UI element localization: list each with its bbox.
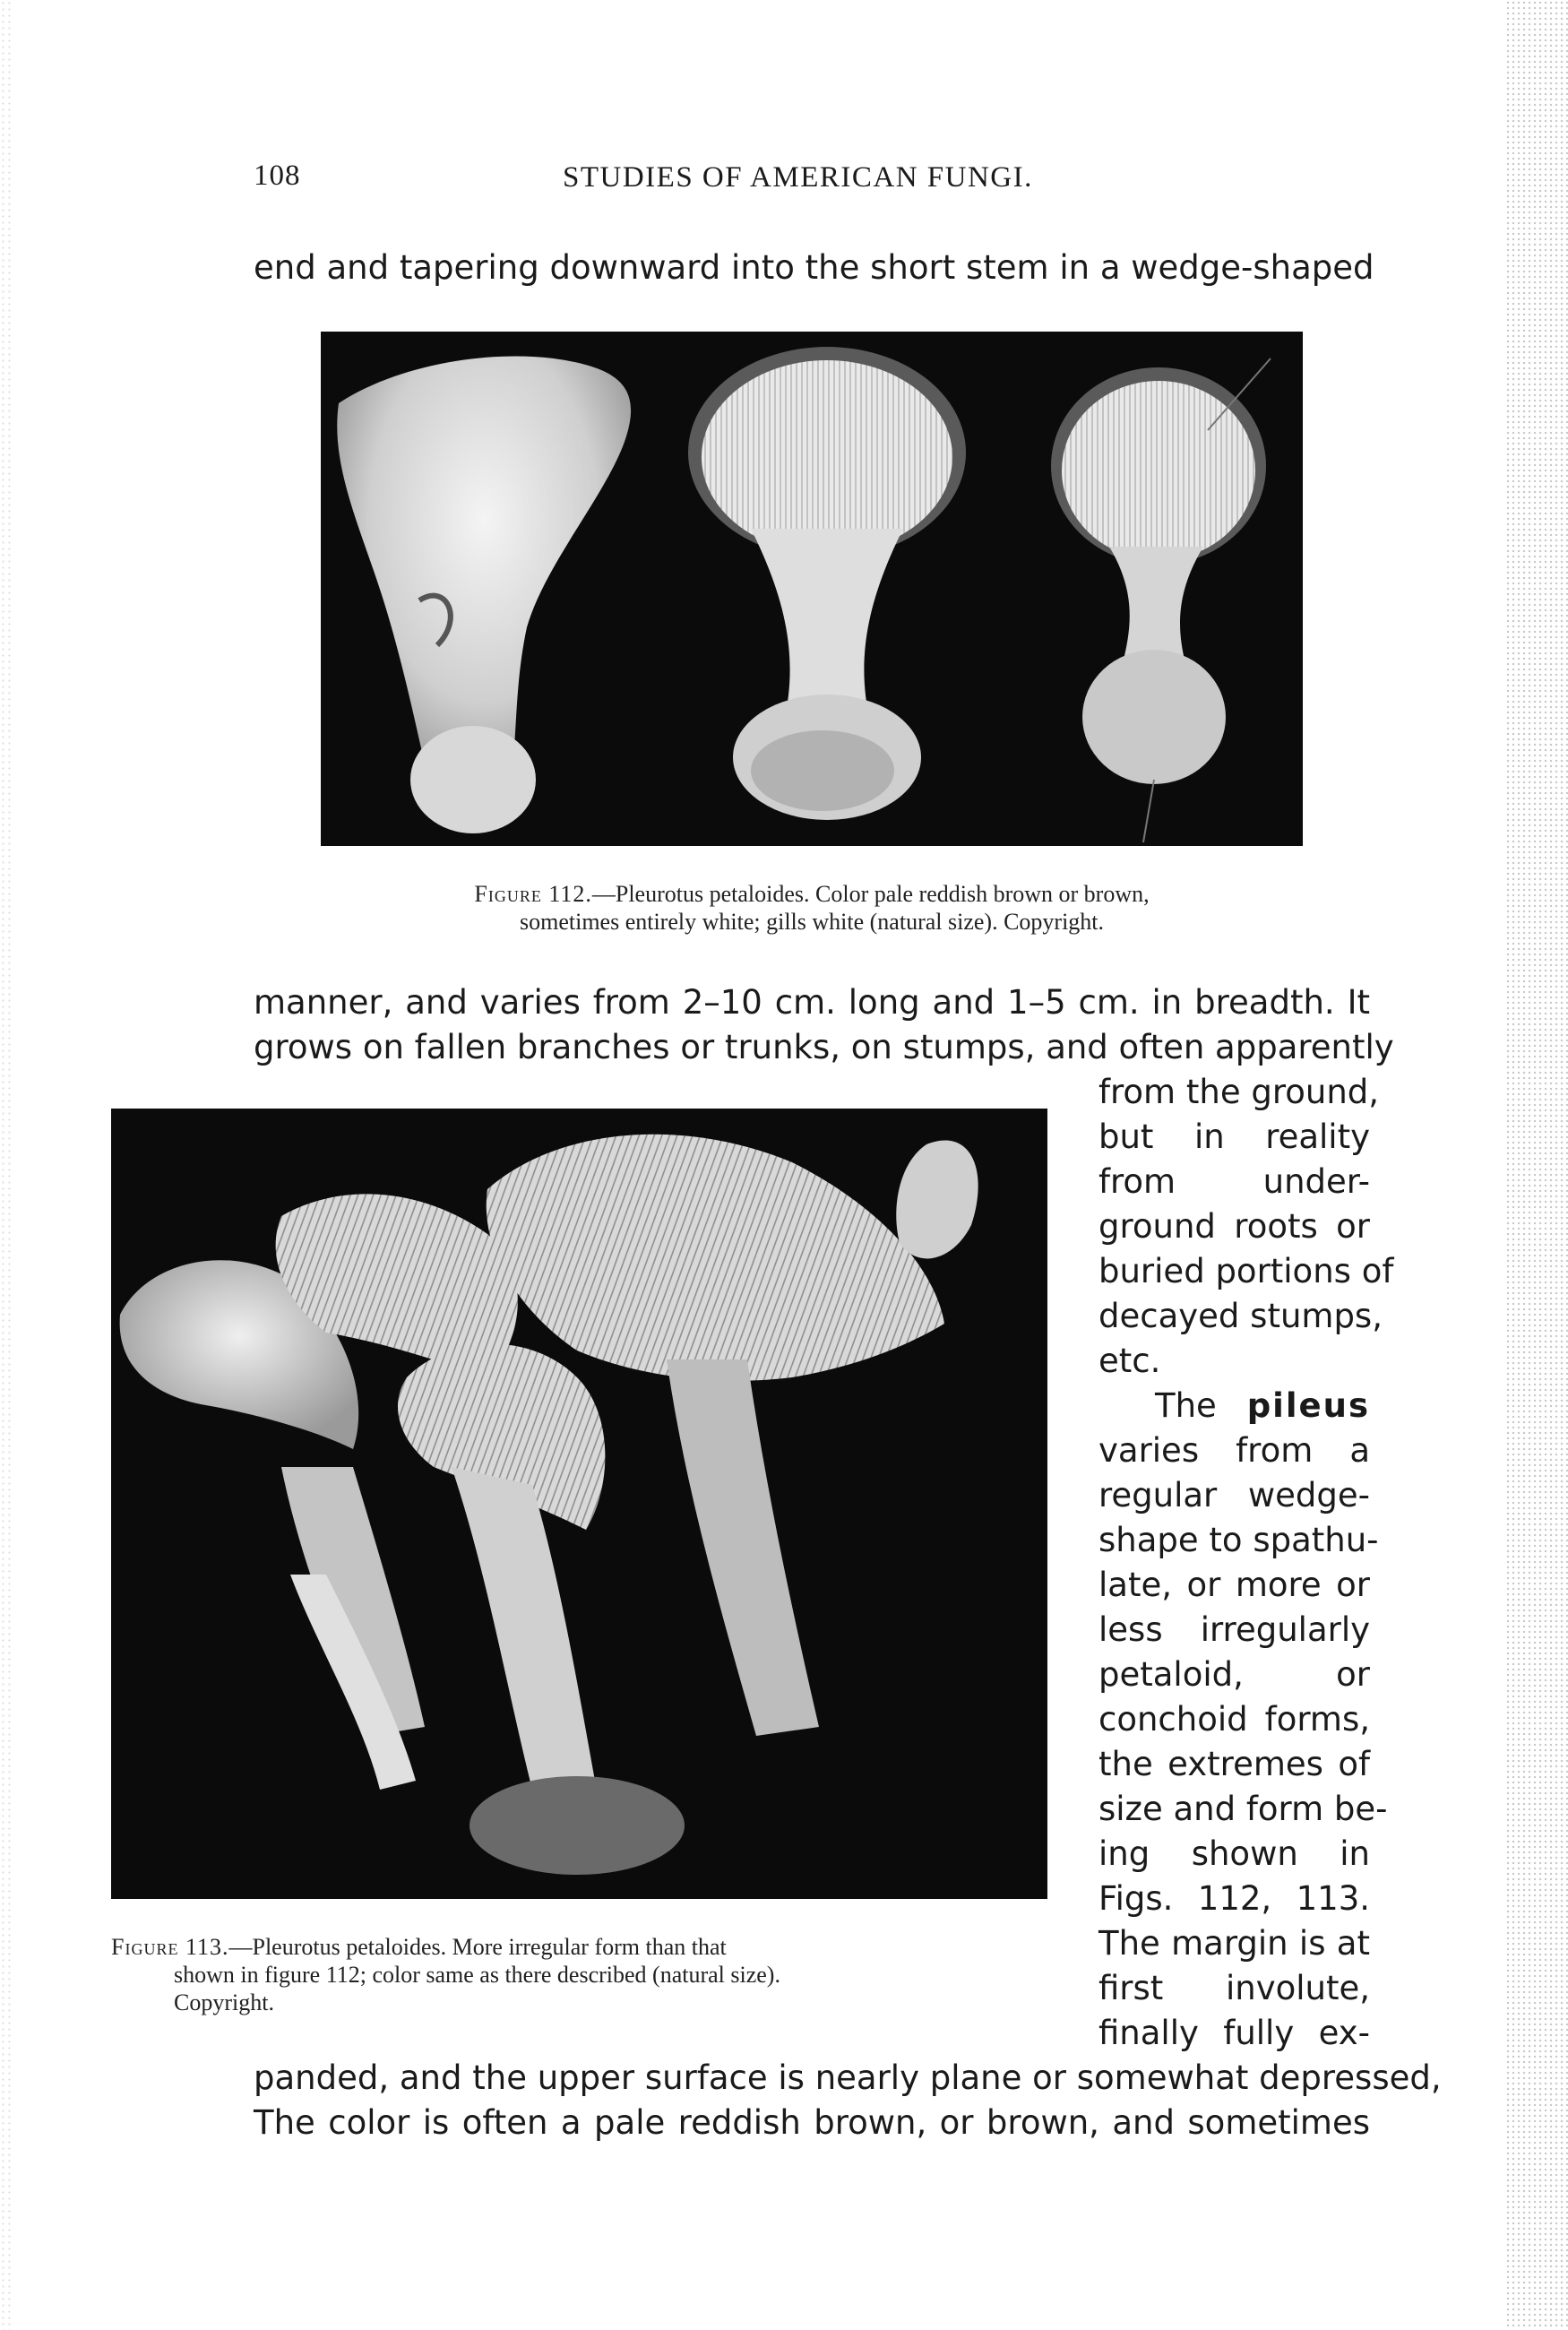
body-line-2: manner, and varies from 2–10 cm. long and 1–5 cm. in breadth. It [254, 983, 1370, 1022]
figure-112-caption-line-2: sometimes entirely white; gills white (natural size). Copyright. [519, 909, 1105, 935]
figure-113-caption-line-2: shown in figure 112; color same as there described (natural size). [174, 1962, 780, 1988]
column-line-12: late, or more or [1098, 1566, 1370, 1604]
figure-113-caption [111, 1933, 1061, 2016]
column-line-5: buried portions of [1098, 1252, 1394, 1290]
column-line-17: size and form be- [1098, 1790, 1388, 1828]
page-edge-left [0, 0, 13, 2330]
figure-112-photo [321, 332, 1303, 846]
figure-113-caption-line-1 [111, 1933, 1061, 1961]
column-line-11: shape to spathu- [1098, 1521, 1379, 1559]
body-line-1: end and tapering downward into the short stem in a wedge-shaped [254, 248, 1374, 287]
figure-112-label: Figure 112. [474, 881, 592, 907]
column-line-2: but in reality [1098, 1118, 1370, 1156]
column-line-14: petaloid, or [1098, 1655, 1370, 1694]
column-line-4: ground roots or [1098, 1207, 1370, 1246]
running-head: STUDIES OF AMERICAN FUNGI. [563, 161, 1033, 194]
figure-113-caption-text-1: —Pleurotus petaloides. More irregular form than that [228, 1934, 727, 1960]
column-line-10: regular wedge- [1098, 1476, 1370, 1514]
figure-112-caption-text-1: —Pleurotus petaloides. Color pale reddish brown or brown, [591, 881, 1150, 907]
column-line-22: finally fully ex- [1098, 2014, 1370, 2052]
column-line-21: first involute, [1098, 1969, 1370, 2007]
column-line-15: conchoid forms, [1098, 1700, 1370, 1739]
column-line-20: The margin is at [1098, 1924, 1370, 1963]
figure-112-caption-line-1 [321, 880, 1303, 908]
figure-112-caption [321, 880, 1303, 936]
figure-113-label: Figure 113. [111, 1934, 229, 1960]
body-line-4: panded, and the upper surface is nearly plane or somewhat depressed, [254, 2058, 1442, 2097]
column-line-18: ing shown in [1098, 1834, 1370, 1873]
body-line-5: The color is often a pale reddish brown, or brown, and sometimes [254, 2103, 1370, 2142]
column-line-7: etc. [1098, 1342, 1161, 1380]
figure-112-illustration [321, 332, 1303, 846]
column-line-16: the extremes of [1098, 1745, 1370, 1783]
column-line-9: varies from a [1098, 1431, 1370, 1470]
column-line-1: from the ground, [1098, 1073, 1380, 1111]
pileus-term: pileus [1246, 1386, 1370, 1425]
column-line-8-text: The [1155, 1386, 1247, 1425]
column-line-6: decayed stumps, [1098, 1297, 1383, 1335]
column-line-8 [1155, 1386, 1370, 1425]
page-edge-right [1505, 0, 1568, 2330]
column-line-3: from under- [1098, 1162, 1370, 1201]
column-line-13: less irregularly [1098, 1610, 1370, 1649]
page-header [254, 160, 1391, 204]
figure-113-photo [111, 1109, 1047, 1899]
figure-113-caption-line-3: Copyright. [174, 1989, 274, 2015]
column-line-19: Figs. 112, 113. [1098, 1879, 1370, 1918]
page-number: 108 [254, 160, 301, 192]
body-line-3: grows on fallen branches or trunks, on stumps, and often apparently [254, 1028, 1394, 1066]
figure-113-illustration [111, 1109, 1047, 1899]
